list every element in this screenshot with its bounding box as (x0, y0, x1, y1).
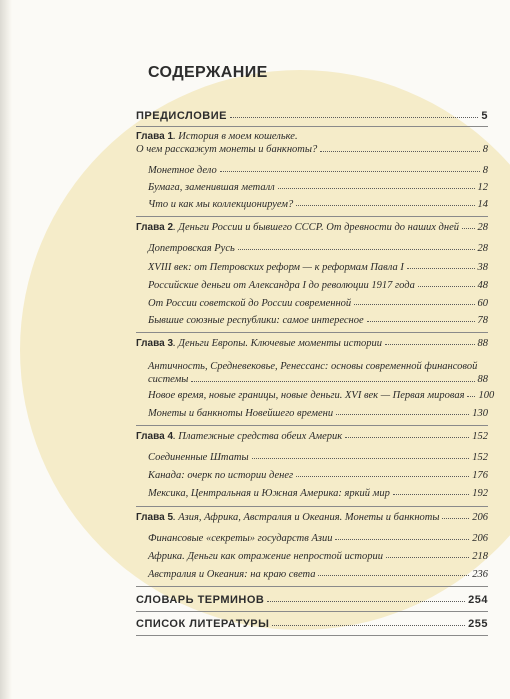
dot-leader (320, 151, 480, 152)
dot-leader (278, 188, 475, 189)
toc-item[interactable] (148, 280, 488, 291)
chapter-title: . Платежные средства обеих Америк (173, 431, 343, 442)
dot-leader (220, 171, 480, 172)
toc-item-label: Бывшие союзные республики: самое интересное (148, 315, 364, 326)
toc-item-page: 206 (472, 533, 488, 544)
toc-item-page: 78 (477, 315, 488, 326)
dot-leader (345, 437, 469, 438)
toc-item-label: Российские деньги от Александра I до революции 1917 года (148, 280, 415, 291)
dot-leader (252, 458, 470, 459)
dot-leader (393, 494, 469, 495)
chapter-page: 88 (477, 338, 488, 349)
toc-chapter-2[interactable] (136, 222, 488, 233)
chapter-prefix: Глава 4 (136, 431, 174, 442)
toc-item-label: Канада: очерк по истории денег (148, 470, 294, 481)
toc-item-page: 8 (482, 165, 488, 176)
divider (136, 126, 488, 127)
chapter-title: . Азия, Африка, Австралия и Океания. Монеты и банкноты (173, 512, 440, 523)
toc-item-label: Новое время, новые границы, новые деньги. XVI век — Первая мировая (148, 390, 465, 401)
chapter-prefix: Глава 3 (136, 338, 174, 349)
toc-chapter-3[interactable] (136, 338, 488, 349)
divider (136, 332, 488, 333)
toc-item[interactable] (148, 390, 495, 401)
toc-item-label: Финансовые «секреты» государств Азии (148, 533, 333, 544)
toc-item[interactable] (148, 243, 488, 254)
toc-chapter-5[interactable] (136, 512, 488, 523)
dot-leader (267, 601, 465, 602)
dot-leader (296, 205, 474, 206)
toc-item-label: Монеты и банкноты Новейшего времени (148, 408, 334, 419)
toc-item[interactable] (148, 569, 488, 580)
toc-item[interactable] (148, 408, 488, 419)
toc-item-page: 28 (477, 243, 488, 254)
dot-leader (442, 518, 469, 519)
toc-item-label-line2: системы (148, 374, 189, 385)
chapter-page: 28 (477, 222, 488, 233)
toc-entry-page: 254 (468, 594, 488, 606)
toc-item-page: 38 (477, 262, 488, 273)
divider (136, 586, 488, 587)
toc-item[interactable] (148, 315, 488, 326)
chapter-prefix: Глава 1 (136, 131, 174, 142)
dot-leader (296, 476, 469, 477)
toc-item-page: 12 (477, 182, 488, 193)
toc-chapter-4[interactable] (136, 431, 488, 442)
toc-item-page: 88 (477, 374, 488, 385)
toc-item-label-line1: Античность, Средневековье, Ренессанс: основы современной финансовой (148, 361, 478, 372)
toc-item-label: Африка. Деньги как отражение непростой истории (148, 551, 383, 562)
toc-item-label: Мексика, Центральная и Южная Америка: яркий мир (148, 488, 390, 499)
dot-leader (335, 539, 469, 540)
toc-item-page: 60 (477, 298, 488, 309)
chapter-title-line2: О чем расскажут монеты и банкноты? (136, 144, 318, 155)
toc-item[interactable] (148, 360, 488, 386)
toc-item-page: 100 (478, 390, 495, 401)
dot-leader (418, 286, 475, 287)
dot-leader (367, 321, 475, 322)
dot-leader (462, 228, 475, 229)
chapter-title-line1: . История в моем кошельке. (173, 131, 298, 142)
chapter-prefix: Глава 2 (136, 222, 174, 233)
chapter-page: 8 (482, 144, 488, 155)
toc-item-page: 176 (472, 470, 488, 481)
toc-item-label: Бумага, заменившая металл (148, 182, 275, 193)
dot-leader (354, 304, 474, 305)
dot-leader (318, 575, 469, 576)
toc-item-label: XVIII век: от Петровских реформ — к реформам Павла I (148, 262, 404, 273)
toc-item[interactable] (148, 452, 488, 463)
toc-entry-label: СЛОВАРЬ ТЕРМИНОВ (136, 594, 265, 606)
toc-item-label: Что и как мы коллекционируем? (148, 199, 294, 210)
toc-item-label: Монетное дело (148, 165, 217, 176)
toc-item[interactable] (148, 182, 488, 193)
toc-item[interactable] (148, 551, 488, 562)
toc-item-page: 130 (472, 408, 488, 419)
dot-leader (238, 249, 475, 250)
dot-leader (386, 557, 469, 558)
toc-item-page: 192 (472, 488, 488, 499)
toc-item[interactable] (148, 533, 488, 544)
toc-item-label: Допетровская Русь (148, 243, 235, 254)
toc-item-page: 152 (472, 452, 488, 463)
toc-item-page: 48 (477, 280, 488, 291)
divider (136, 425, 488, 426)
chapter-page: 152 (472, 431, 488, 442)
dot-leader (385, 344, 474, 345)
toc-entry-page: 255 (468, 618, 488, 630)
dot-leader (336, 414, 469, 415)
toc-entry-literature[interactable] (136, 618, 488, 630)
dot-leader (272, 625, 465, 626)
divider (136, 611, 488, 612)
toc-item[interactable] (148, 488, 488, 499)
toc-item[interactable] (148, 199, 488, 210)
chapter-title: . Деньги России и бывшего СССР. От древности до наших дней (173, 222, 459, 233)
toc-item-label: Австралия и Океания: на краю света (148, 569, 316, 580)
dot-leader (230, 117, 478, 118)
toc-entry-label: СПИСОК ЛИТЕРАТУРЫ (136, 618, 270, 630)
toc-heading: СОДЕРЖАНИЕ (148, 64, 268, 81)
chapter-prefix: Глава 5 (136, 512, 174, 523)
toc-item[interactable] (148, 262, 488, 273)
divider (136, 506, 488, 507)
toc-item[interactable] (148, 165, 488, 176)
dot-leader (191, 381, 474, 382)
toc-chapter-1[interactable] (136, 130, 488, 156)
divider (136, 216, 488, 217)
toc-item-label: От России советской до России современной (148, 298, 352, 309)
dot-leader (467, 396, 475, 397)
toc-item-page: 14 (477, 199, 488, 210)
chapter-page: 206 (472, 512, 488, 523)
toc-item-label: Соединенные Штаты (148, 452, 249, 463)
toc-item-page: 218 (472, 551, 488, 562)
toc-entry-page: 5 (481, 110, 488, 122)
toc-item[interactable] (148, 470, 488, 481)
toc-entry-glossary[interactable] (136, 594, 488, 606)
toc-item-page: 236 (472, 569, 488, 580)
chapter-title: . Деньги Европы. Ключевые моменты истории (173, 338, 383, 349)
toc-entry-preface[interactable] (136, 110, 488, 122)
toc-entry-label: ПРЕДИСЛОВИЕ (136, 110, 227, 122)
dot-leader (407, 268, 475, 269)
divider (136, 635, 488, 636)
toc-item[interactable] (148, 298, 488, 309)
